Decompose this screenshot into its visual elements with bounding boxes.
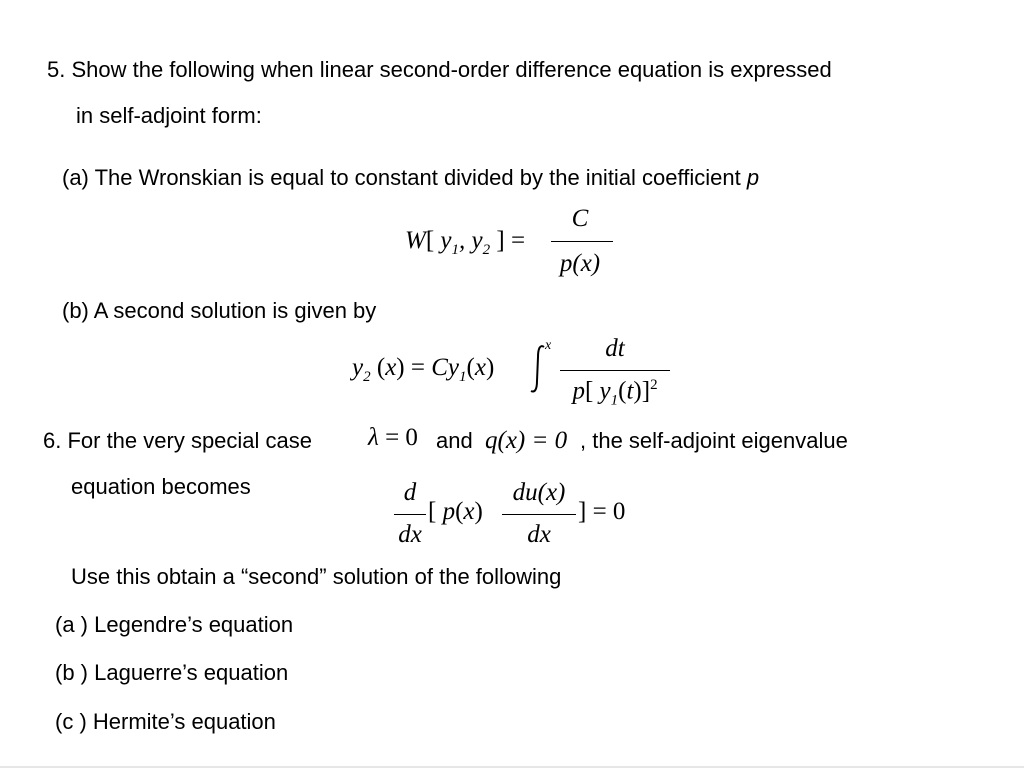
problem-5b-text: (b) A second solution is given by [62,298,377,323]
problem-5a-label: (a) The Wronskian is equal to constant divided by the initial coefficient [62,165,741,190]
eigen-eq-end: ] = 0 [578,498,626,525]
problem-6-line-2: equation becomes [71,474,251,499]
problem-6-line-1-pre: 6. For the very special case [43,428,313,453]
operator-fraction-bar [394,514,426,515]
problem-5-line-2: in self-adjoint form: [76,103,262,128]
coefficient-p: p [746,165,760,190]
problem-6-and: and [436,428,473,453]
integral-upper-limit: x [545,338,552,353]
operator-d-numerator: d [403,479,417,506]
wronskian-symbol: W [405,227,426,254]
wronskian-fraction-bar [551,241,613,242]
list-item-laguerre: (b ) Laguerre’s equation [55,660,289,685]
second-solution-lhs: $y_2$ $(x) = Cy_1(x)$ [352,354,495,385]
du-fraction-bar [502,514,576,515]
integrand-fraction-bar [560,370,670,371]
problem-6-line-1-post: , the self-adjoint eigenvalue [580,428,848,453]
wronskian-lhs: W[ $y_1$, $y_2$ ] = [405,227,526,258]
wronskian-denominator: p(x) [559,250,601,277]
list-item-hermite: (c ) Hermite’s equation [55,709,276,734]
operator-dx-denominator: dx [398,521,422,548]
problem-5a-text [62,165,759,191]
eigen-eq-middle: [ p(x) [428,498,483,525]
lambda-equation: λ = 0 [368,424,418,451]
list-item-legendre: (a ) Legendre’s equation [55,612,294,637]
problem-6-use-text: Use this obtain a “second” solution of the following [71,564,562,589]
wronskian-numerator: C [571,205,589,232]
problem-5-line-1: 5. Show the following when linear second-order difference equation is expressed [47,57,832,82]
du-numerator: du(x) [512,479,566,506]
integrand-denominator: p[ $y_1(t)]^2$ [572,377,658,409]
q-equation: q(x) = 0 [485,427,568,454]
integrand-numerator: dt [605,335,625,362]
du-denominator: dx [527,521,551,548]
